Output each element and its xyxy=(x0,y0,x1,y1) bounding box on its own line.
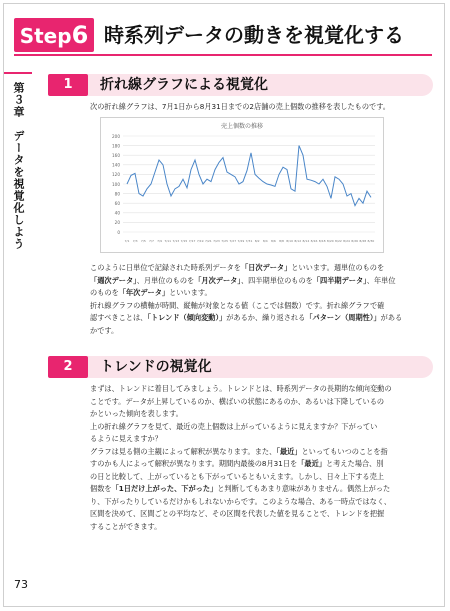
x-tick-label: 7/3 xyxy=(132,239,138,243)
x-tick-label: 7/31 xyxy=(245,239,253,243)
text-run: 、四半期単位のものを xyxy=(240,275,313,285)
text-run: 区間を決めて、区間ごとの平均など、その区間を代表した値を見ることで、トレンドを把握 xyxy=(90,509,385,518)
chart-title: 売上個数の推移 xyxy=(220,123,264,130)
x-tick-label: 8/26 xyxy=(351,239,359,243)
y-tick-label: 180 xyxy=(112,143,120,149)
x-tick-label: 7/17 xyxy=(188,239,196,243)
text-run: このように日単位で記録された時系列データを xyxy=(90,263,241,272)
chart-svg xyxy=(101,118,383,252)
section-1-line xyxy=(90,262,420,275)
x-tick-label: 8/16 xyxy=(310,239,318,243)
section-1-line xyxy=(90,312,420,325)
section-2-line xyxy=(90,433,420,446)
x-tick-label: 7/7 xyxy=(149,239,154,243)
x-tick-label: 7/15 xyxy=(180,239,188,243)
line-chart xyxy=(100,117,384,253)
section-1-title: 折れ線グラフによる視覚化 xyxy=(100,77,268,93)
y-tick-label: 0 xyxy=(117,229,120,235)
text-run: がある xyxy=(380,313,403,322)
y-tick-label: 80 xyxy=(114,191,120,197)
text-run: することができます。 xyxy=(90,521,162,531)
section-1-body xyxy=(90,262,420,337)
y-tick-label: 200 xyxy=(112,133,120,139)
text-run: 認すべきことは、 xyxy=(90,313,148,322)
x-tick-label: 8/8 xyxy=(279,239,284,243)
text-run: すのかも人によって解釈が異なります。期間内最後の8月31日を xyxy=(90,459,298,468)
text-run: があるか、繰り返される xyxy=(226,313,306,322)
section-1-line xyxy=(90,325,420,338)
x-tick-label: 8/24 xyxy=(343,239,350,243)
x-tick-label: 8/4 xyxy=(262,239,268,243)
step-number: 6 xyxy=(71,21,89,49)
text-run: といいます。 xyxy=(169,288,212,297)
text-run: り、下がったりしているだけかもしれないからです。このような場合、ある一時点ではなく、 xyxy=(90,496,392,506)
keyword: 「四半期データ」 xyxy=(312,275,367,285)
chapter-tab xyxy=(4,72,32,250)
x-tick-label: 8/14 xyxy=(302,239,310,243)
y-tick-label: 140 xyxy=(112,162,120,168)
section-2-line xyxy=(90,508,420,521)
y-tick-label: 160 xyxy=(112,153,120,158)
keyword: 「週次データ」 xyxy=(90,275,137,285)
x-tick-label: 7/21 xyxy=(204,239,212,243)
text-run: 折れ線グラフの横軸が時間、縦軸が対象となる値（ここでは個数）です。折れ線グラフで確 xyxy=(90,300,385,310)
text-run: 上の折れ線グラフを見て、最近の売上個数は上がっているように見えますか？下がってい xyxy=(90,421,378,431)
x-tick-label: 8/20 xyxy=(326,239,334,243)
section-1-line xyxy=(90,300,420,313)
text-run: のものを xyxy=(90,288,119,297)
x-tick-label: 7/29 xyxy=(237,239,245,243)
keyword: 「1日だけ上がった、下がった」 xyxy=(111,484,218,493)
keyword: 「年次データ」 xyxy=(118,288,170,297)
y-tick-label: 60 xyxy=(114,201,120,206)
y-tick-label: 20 xyxy=(114,220,120,226)
section-2-line xyxy=(90,483,420,496)
text-run: の日と比較して、上がっているとも下がっているともいえます。しかし、日々上下する売上 xyxy=(90,471,384,481)
section-1-heading xyxy=(48,74,433,96)
text-run: と考えた場合、別 xyxy=(325,459,384,468)
series-line xyxy=(127,146,371,206)
section-2-line xyxy=(90,396,420,409)
text-run: といいます。週単位のものを xyxy=(291,263,385,272)
x-tick-label: 8/12 xyxy=(294,239,302,243)
x-tick-label: 7/23 xyxy=(213,239,220,243)
text-run: 個数を xyxy=(90,484,112,493)
section-2-number: 2 xyxy=(48,356,88,378)
y-tick-label: 100 xyxy=(112,181,120,187)
text-run: まずは、トレンドに着目してみましょう。トレンドとは、時系列データの長期的な傾向変動の xyxy=(90,384,392,393)
x-tick-label: 7/25 xyxy=(221,239,228,243)
x-tick-label: 7/5 xyxy=(140,239,146,243)
x-tick-label: 7/1 xyxy=(124,239,130,243)
x-tick-label: 7/13 xyxy=(172,239,180,243)
text-run: と判断してもあまり意味がありません。偶然上がった xyxy=(217,484,391,493)
step-word: Step xyxy=(19,24,72,48)
x-tick-label: 8/22 xyxy=(335,239,342,243)
x-tick-label: 8/2 xyxy=(254,239,260,243)
text-run: 、月単位のものを xyxy=(136,275,195,285)
step-badge xyxy=(14,18,94,52)
keyword: 「月次データ」 xyxy=(194,275,241,285)
x-tick-label: 8/10 xyxy=(286,239,294,243)
section-2-heading xyxy=(48,356,433,378)
text-run: 、年単位 xyxy=(366,275,396,285)
text-run: るように見えますか？ xyxy=(90,434,162,443)
x-tick-label: 7/19 xyxy=(196,239,204,243)
x-tick-label: 8/28 xyxy=(359,239,367,243)
section-2-line xyxy=(90,471,420,484)
header-rule xyxy=(14,54,432,56)
text-run: といってもいつのことを指 xyxy=(301,446,388,456)
y-tick-label: 40 xyxy=(114,210,120,216)
x-tick-label: 7/27 xyxy=(229,239,237,243)
section-1-number: 1 xyxy=(48,74,88,96)
keyword: 「最近」 xyxy=(276,446,302,456)
y-tick-label: 120 xyxy=(112,172,120,178)
text-run: かです。 xyxy=(90,325,119,335)
page-title: 時系列データの動きを視覚化する xyxy=(104,23,404,47)
text-run: グラフは見る側の主観によって解釈が異なります。また、 xyxy=(90,446,277,456)
section-2-line xyxy=(90,421,420,434)
x-tick-label: 8/30 xyxy=(367,239,375,243)
section-2-line xyxy=(90,446,420,459)
section-2-line xyxy=(90,383,420,396)
section-1-line xyxy=(90,287,420,300)
section-2-line xyxy=(90,408,420,421)
text-run: かといった傾向を表します。 xyxy=(90,409,183,418)
section-1-line xyxy=(90,275,420,288)
keyword: 「最近」 xyxy=(297,459,326,468)
section-1-intro: 次の折れ線グラフは、7月1日から8月31日までの2店舗の売上個数の推移を表したものです。 xyxy=(90,102,390,111)
x-tick-label: 8/6 xyxy=(270,239,276,243)
x-tick-label: 8/18 xyxy=(318,239,326,243)
chapter-label: 第３章 データを視覚化しよう xyxy=(12,82,25,250)
page-number: 73 xyxy=(14,578,28,591)
x-tick-label: 7/11 xyxy=(164,239,172,243)
x-tick-label: 7/9 xyxy=(157,239,162,243)
keyword: 「パターン（周期性）」 xyxy=(305,313,381,322)
keyword: 「日次データ」 xyxy=(240,263,292,272)
section-2-body xyxy=(90,383,420,533)
section-2-line xyxy=(90,458,420,471)
text-run: ことです。データが上昇しているのか、横ばいの状態にあるのか、あるいは下降しているの xyxy=(90,396,385,406)
section-2-line xyxy=(90,521,420,534)
section-2-title: トレンドの視覚化 xyxy=(100,359,212,375)
section-2-line xyxy=(90,496,420,509)
keyword: 「トレンド（傾向変動）」 xyxy=(147,313,227,322)
